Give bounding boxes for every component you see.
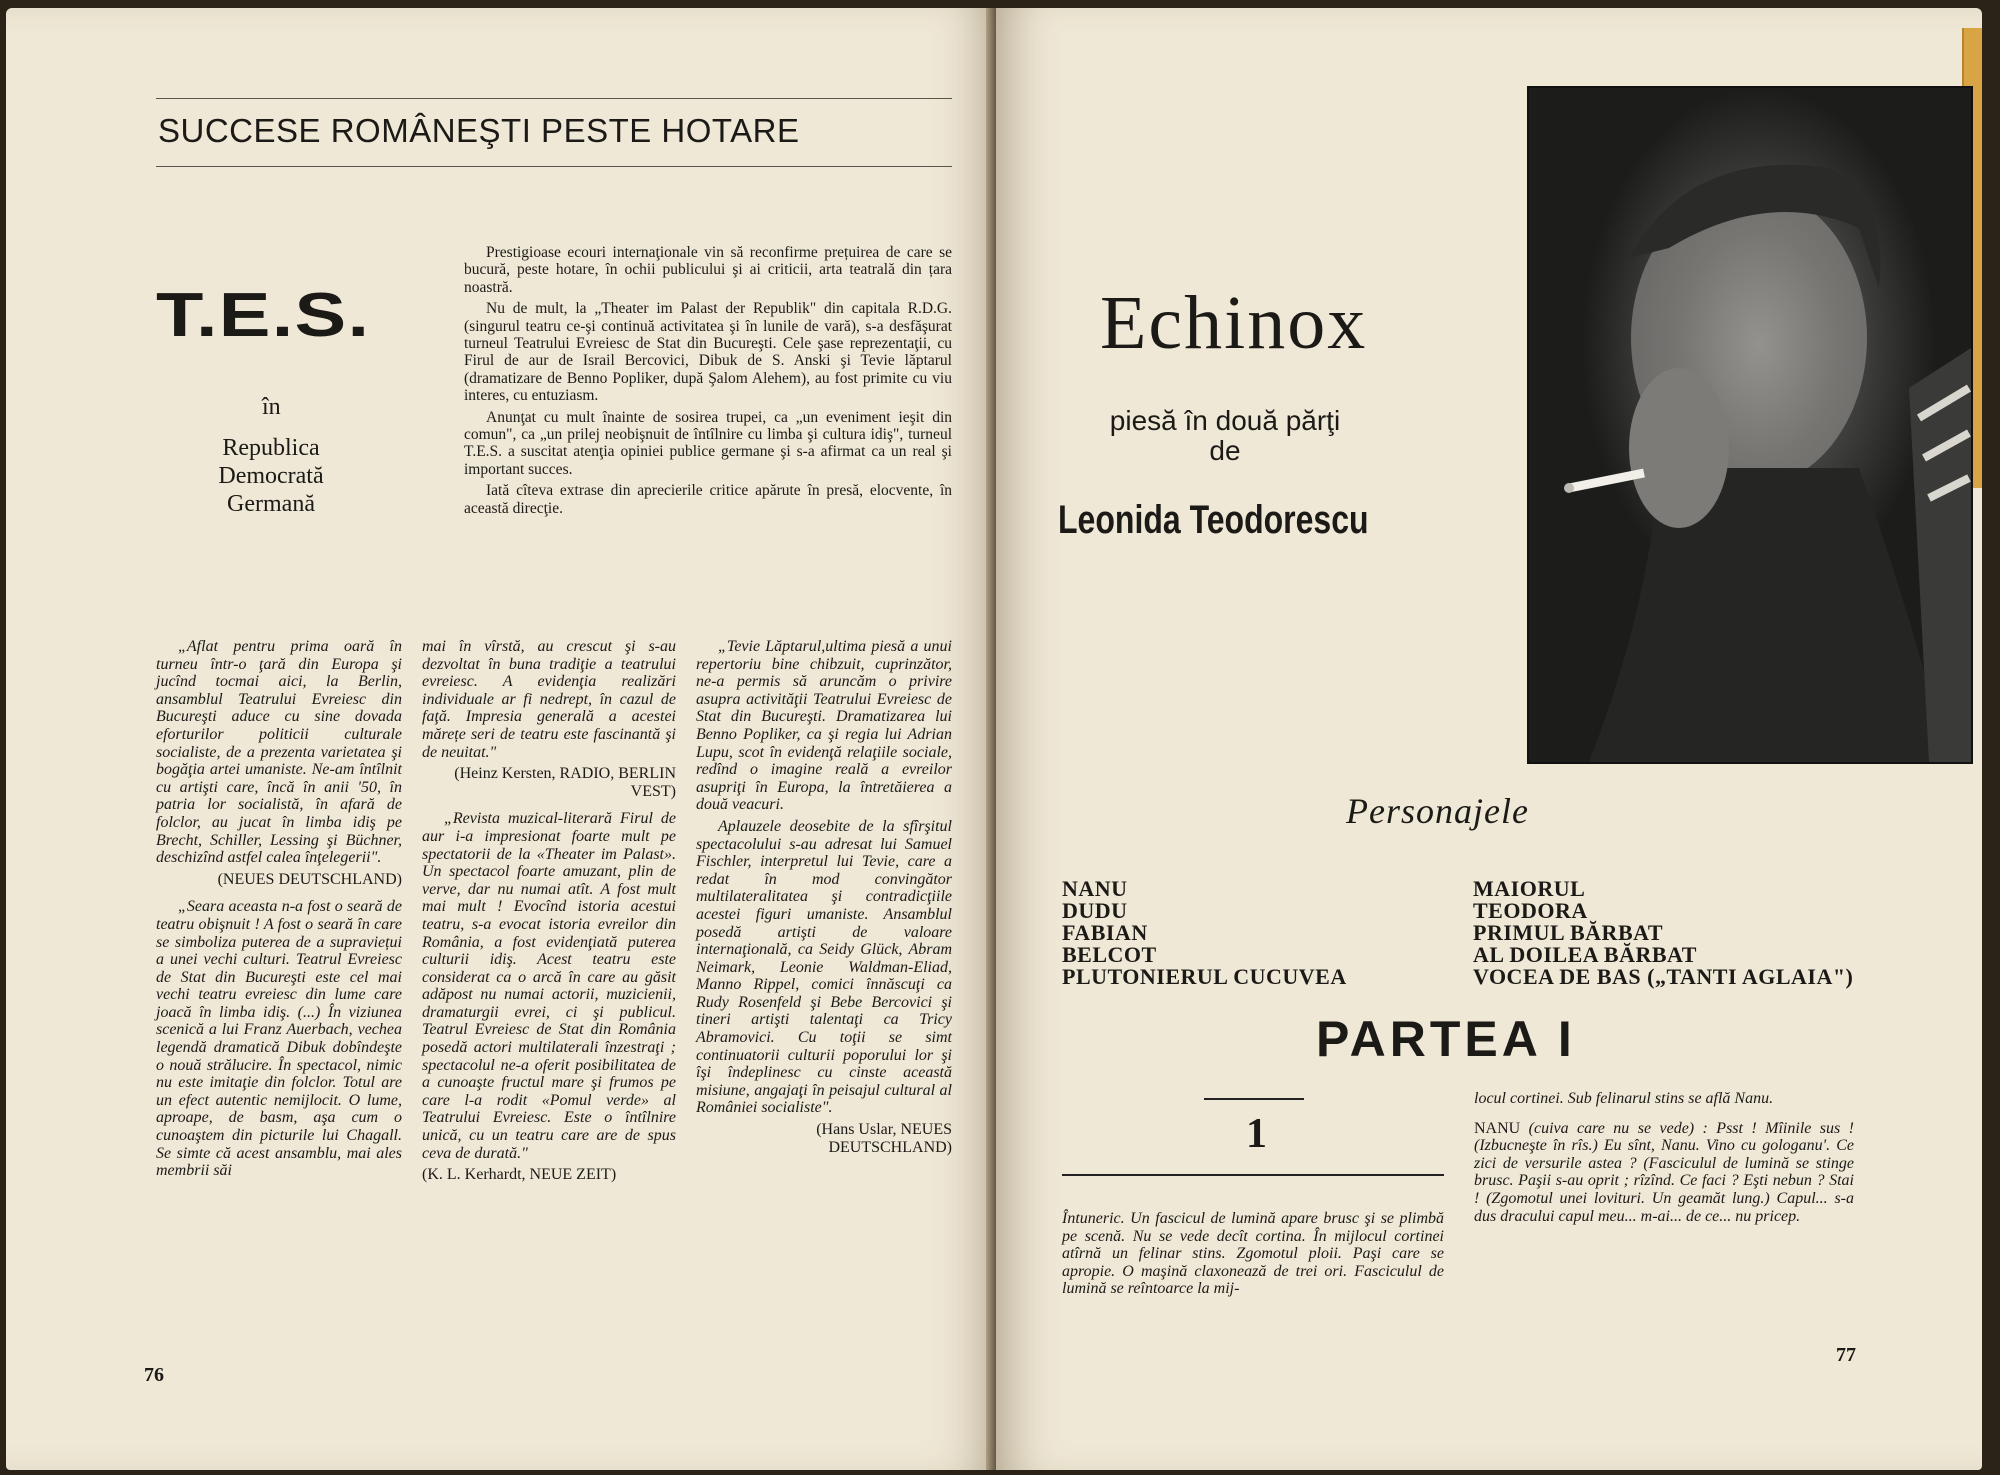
subtitle-line: piesă în două părţi <box>1109 405 1341 436</box>
dialogue-line <box>1474 1120 1854 1226</box>
section-header: SUCCESE ROMÂNEŞTI PESTE HOTARE <box>158 112 800 149</box>
intro-paragraph: Iată cîteva extrase din aprecierile critice apărute în presă, elocvente, în această direcţie. <box>464 482 952 517</box>
stage-direction-opening: Întuneric. Un fascicul de lumină apare brusc şi se plimbă pe scenă. Nu se vede decît cortina. În mijlocul cortinei atîrnă un felinar stins. Zgomotul ploii. Paşi care se apropie. O maşină claxonează de trei ori. Fasciculul de lumină se reîntoarce la mij- <box>1062 1210 1444 1298</box>
page-number-right: 77 <box>1836 1344 1856 1366</box>
portrait-photo-icon <box>1529 88 1971 762</box>
quote-column-3 <box>696 638 952 1166</box>
country-line: Germană <box>227 491 315 517</box>
character-name: AL DOILEA BĂRBAT <box>1473 942 1697 967</box>
header-rule-bottom <box>156 166 952 167</box>
tes-title: T.E.S. <box>156 281 371 350</box>
left-page <box>6 8 996 1470</box>
page-number-left: 76 <box>144 1364 164 1386</box>
press-quote: mai în vîrstă, au crescut şi s-au dezvoltat în buna tradiţie a teatrului evreiesc. A evidenţia realizări individuale ar fi nedrept, în cazul de faţă. Impresia generală a acestei mărețe seri de teatru este fascinantă şi de neuitat." <box>422 638 676 761</box>
character-name: BELCOT <box>1062 942 1157 967</box>
intro-paragraph: Anunţat cu mult înainte de sosirea trupei, ca „un eveniment ieşit din comun", ca „un prilej neobişnuit de întîlnire cu limba şi cultura idiş", turneul T.E.S. a suscitat atenţia opiniei publice germane şi s-a afirmat ca un real şi important succes. <box>464 408 952 478</box>
quote-column-2 <box>422 638 676 1194</box>
country-line: Republica <box>222 435 320 461</box>
quote-source: (Heinz Kersten, RADIO, BERLIN VEST) <box>454 765 676 800</box>
header-rule-top <box>156 98 952 99</box>
quote-source: (Hans Uslar, NEUES DEUTSCHLAND) <box>816 1121 952 1156</box>
intro-text <box>464 244 952 521</box>
author-name: Leonida Teodorescu <box>1058 498 1369 542</box>
press-quote: „Revista muzical-literară Firul de aur i-a impresionat foarte mult pe spectatorii de la «Theater im Palast». Un spectacol foarte amuzant, plin de verve, dar nu numai atît. A fost mult mai mult ! Evocînd istoria acestui teatru, s-a evocat istoria evreilor din România, a fost evidenţiată puterea culturii idiş. Acest teatru este considerat ca o arcă în care au găsit adăpost nu numai actorii, muzicienii, dramaturgii evrei, ci şi publicul. Teatrul Evreiesc de Stat din România posedă actori multilaterali înzestraţi ; spectacolul ne-a oferit posibilitatea de a cunoaşte fructul mare şi frumos pe care l-a rodit «Pomul verde» al Teatrului Evreiesc. Este o întîlnire unică, cu un teatru care are de spus ceva de durată." <box>422 810 676 1162</box>
quote-column-1 <box>156 638 402 1184</box>
dialogue-text: (cuiva care nu se vede) : Psst ! Mîinile sus ! (Izbucneşte în rîs.) Eu sînt, Nanu. Vino cu gologanu'. Ce zici de versurile astea ? (Fasciculul de lumină se stinge brusc. Paşii s-au oprit ; rîzînd. Ce faci ? Eşti nebun ? Stai ! (Zgomotul unei lovituri. Un geamăt lung.) Capul... s-a dus dracului capul meu... m-ai... de ce... nu pricep. <box>1474 1119 1854 1225</box>
press-quote: „Aflat pentru prima oară în turneu într-o ţară din Europa şi jucînd tocmai aici, la Berlin, ansamblul Teatrului Evreiesc din Bucureşti aduce cu sine dovada eforturilor politicii culturale socialiste, de a prezenta varietatea şi bogăţia artei umaniste. Ne-am întîlnit cu artişti care, încă în anii '50, în patria lor socialistă, în afară de folclor, au jucat în limba idiş pe Brecht, Schiller, Lessing şi Büchner, deschizînd astfel calea înţelegerii". <box>156 638 402 867</box>
character-name: PLUTONIERUL CUCUVEA <box>1062 964 1347 989</box>
play-subtitle <box>1060 406 1390 466</box>
characters-heading: Personajele <box>1346 791 1529 831</box>
character-name: NANU <box>1062 876 1128 901</box>
quote-source: (K. L. Kerhardt, NEUE ZEIT) <box>422 1166 617 1184</box>
characters-list-left <box>1062 878 1347 988</box>
stage-direction-continued: locul cortinei. Sub felinarul stins se află Nanu. <box>1474 1090 1774 1107</box>
scene-rule-short <box>1204 1098 1304 1100</box>
press-quote: „Seara aceasta n-a fost o seară de teatru obişnuit ! A fost o seară în care se simboliza puterea de a supraviețui a unei vechi culturi. Teatrul Evreiesc de Stat din Bucureşti este cel mai vechi teatru evreiesc din lume care joacă în limba idiş. (...) În viziunea scenică a lui Franz Auerbach, vechea legendă dramatică Dibuk dobîndeşte o nouă strălucire. În spectacol, nimic nu este imitaţie din folclor. Totul are un efect autentic nemijlocit. O lume, aproape, de basm, aşa cum o cunoaştem din picturile lui Chagall. Se simte că acest ansamblu, mai ales membrii săi <box>156 898 402 1180</box>
press-quote: Aplauzele deosebite de la sfîrşitul spectacolului s-au adresat lui Samuel Fischler, interpretul lui Tevie, care a redat în mod convingător multilateralitatea şi contradicţiile acestei figuri umaniste. Ansamblul posedă artişti de valoare internaţională, ca Seidy Glück, Abram Neimark, Leonie Waldman-Eliad, Manno Rippel, comici înnăscuţi ca Rudy Rosenfeld şi Bebe Bercovici şi tineri artişti talentaţi ca Tricy Abramovici. Cu toţii se simt continuatorii culturii poporului lor şi îşi îndeplinesc cu cinste această misiune, angajaţi în peisajul cultural al României socialiste". <box>696 817 952 1117</box>
press-quote: „Tevie Lăptarul,ultima piesă a unui repertoriu bine chibzuit, cuprinzător, ne-a permis să aruncăm o privire asupra activităţii Teatrului Evreiesc de Stat din Bucureşti. Dramatizarea lui Benno Popliker, ca şi regia lui Adrian Lupu, scot în evidenţă relaţiile sociale, redînd o imagine reală a evreilor asupriţi în Europa, la întretăierea a două veacuri. <box>696 638 952 814</box>
character-name: DUDU <box>1062 898 1128 923</box>
dialogue-speaker: NANU <box>1474 1119 1521 1137</box>
scene-number: 1 <box>1246 1111 1267 1157</box>
character-name: TEODORA <box>1473 898 1588 923</box>
intro-paragraph: Nu de mult, la „Theater im Palast der Republik" din capitala R.D.G. (singurul teatru ce-şi continuă activitatea şi în lunile de vară), s-a desfăşurat turneul Teatrului Evreiesc de Stat din Bucureşti. Cele şase reprezentaţii, cu Firul de aur de Israil Bercovici, Dibuk de S. Anski şi Tevie lăptarul (dramatizare de Benno Popliker, după Şalom Alehem), au fost primite cu viu interes, cu entuziasm. <box>464 300 952 405</box>
script-column-right <box>1474 1090 1854 1229</box>
character-name: FABIAN <box>1062 920 1148 945</box>
subtitle-in: în <box>262 394 281 420</box>
subtitle-line: de <box>1209 435 1241 466</box>
country-line: Democrată <box>218 463 324 489</box>
play-title: Echinox <box>1100 281 1368 365</box>
character-name: VOCEA DE BAS („TANTI AGLAIA") <box>1473 964 1854 989</box>
character-name: MAIORUL <box>1473 876 1586 901</box>
author-portrait-photo <box>1527 86 1973 764</box>
part-heading: PARTEA I <box>1316 1011 1576 1067</box>
intro-paragraph: Prestigioase ecouri internaţionale vin să reconfirme prețuirea de care se bucură, peste hotare, în ochii publicului şi ai criticii, arta teatrală din țara noastră. <box>464 244 952 296</box>
scene-rule-long <box>1062 1174 1444 1176</box>
quote-source: (NEUES DEUTSCHLAND) <box>217 870 402 888</box>
character-name: PRIMUL BĂRBAT <box>1473 920 1664 945</box>
characters-list-right <box>1473 878 1853 988</box>
subtitle-country <box>186 434 356 518</box>
